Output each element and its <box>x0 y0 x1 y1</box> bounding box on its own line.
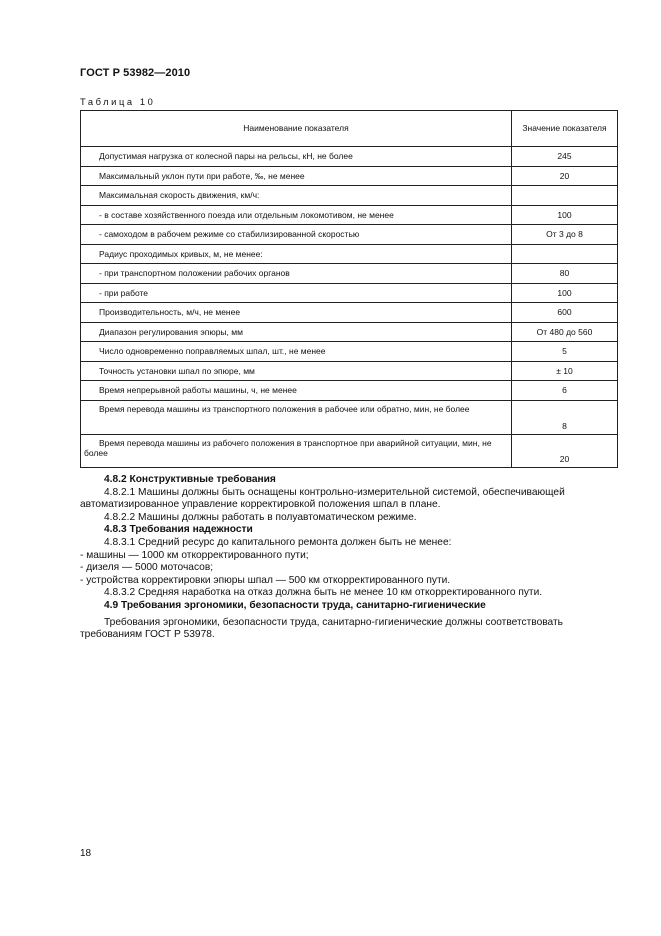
row-name: Время перевода машины из рабочего положения в транспортное при аварийной ситуации, мин, не более <box>81 434 512 467</box>
row-value: 80 <box>512 264 618 284</box>
row-value: 8 <box>512 400 618 434</box>
row-name: Диапазон регулирования эпюры, мм <box>81 322 512 342</box>
paragraph-4-9: Требования эргономики, безопасности труда, санитарно-гигиенические должны соответствовать требованиям ГОСТ Р 53978. <box>80 616 563 641</box>
paragraph-4-8-3-2: 4.8.3.2 Средняя наработка на отказ должна быть не менее 10 км откорректированного пути. <box>104 587 543 599</box>
row-value <box>512 186 618 206</box>
table-row <box>81 322 618 342</box>
paragraph-4-8-2-1: 4.8.2.1 Машины должны быть оснащены контрольно-измерительной системой, обеспечивающей автоматизированное управление корректировкой положения шпал в плане. <box>80 486 565 511</box>
row-name: - в составе хозяйственного поезда или отдельным локомотивом, не менее <box>81 205 512 225</box>
document-code: ГОСТ Р 53982—2010 <box>80 67 191 79</box>
section-heading-4-9: 4.9 Требования эргономики, безопасности труда, санитарно-гигиенические <box>104 599 486 611</box>
row-value: 20 <box>512 434 618 467</box>
table-row <box>81 342 618 362</box>
row-name: Время непрерывной работы машины, ч, не менее <box>81 381 512 401</box>
parameters-table <box>80 110 618 468</box>
row-value: 600 <box>512 303 618 323</box>
row-name: Максимальная скорость движения, км/ч: <box>81 186 512 206</box>
section-body <box>80 474 617 642</box>
section-heading-4-8-2: 4.8.2 Конструктивные требования <box>104 474 276 485</box>
table-row <box>81 400 618 434</box>
list-item: - устройства корректировки эпюры шпал — 500 км откорректированного пути. <box>80 574 451 586</box>
row-value: От 480 до 560 <box>512 322 618 342</box>
table-row <box>81 434 618 467</box>
table-row <box>81 361 618 381</box>
table-row <box>81 244 618 264</box>
row-name: Радиус проходимых кривых, м, не менее: <box>81 244 512 264</box>
row-value: 100 <box>512 205 618 225</box>
row-value: 5 <box>512 342 618 362</box>
table-row <box>81 225 618 245</box>
row-value: 100 <box>512 283 618 303</box>
row-name: - при работе <box>81 283 512 303</box>
table-row <box>81 303 618 323</box>
row-name: Максимальный уклон пути при работе, ‰, не менее <box>81 166 512 186</box>
column-header-value: Значение показателя <box>512 111 618 147</box>
table-row <box>81 283 618 303</box>
row-value: 20 <box>512 166 618 186</box>
row-name: Допустимая нагрузка от колесной пары на рельсы, кН, не более <box>81 147 512 167</box>
section-heading-4-8-3: 4.8.3 Требования надежности <box>104 524 253 536</box>
page-number: 18 <box>80 848 92 859</box>
row-name: Точность установки шпал по эпюре, мм <box>81 361 512 381</box>
row-value <box>512 244 618 264</box>
table-row <box>81 186 618 206</box>
table-caption: Таблица 10 <box>80 97 156 107</box>
paragraph-4-8-3-1: 4.8.3.1 Средний ресурс до капитального ремонта должен быть не менее: <box>104 536 452 548</box>
row-value: 6 <box>512 381 618 401</box>
row-name: Число одновременно поправляемых шпал, шт., не менее <box>81 342 512 362</box>
table-header-row <box>81 111 618 147</box>
list-item: - дизеля — 5000 моточасов; <box>80 562 214 574</box>
row-name: - самоходом в рабочем режиме со стабилизированной скоростью <box>81 225 512 245</box>
row-name: Время перевода машины из транспортного положения в рабочее или обратно, мин, не более <box>81 400 512 434</box>
paragraph-4-8-2-2: 4.8.2.2 Машины должны работать в полуавтоматическом режиме. <box>104 511 417 523</box>
column-header-name: Наименование показателя <box>81 111 512 147</box>
row-name: - при транспортном положении рабочих органов <box>81 264 512 284</box>
table-row <box>81 205 618 225</box>
table-row <box>81 166 618 186</box>
table-row <box>81 381 618 401</box>
row-name: Производительность, м/ч, не менее <box>81 303 512 323</box>
list-item: - машины — 1000 км откорректированного пути; <box>80 549 309 561</box>
table-row <box>81 264 618 284</box>
row-value: 245 <box>512 147 618 167</box>
row-value: От 3 до 8 <box>512 225 618 245</box>
table-row <box>81 147 618 167</box>
row-value: ± 10 <box>512 361 618 381</box>
